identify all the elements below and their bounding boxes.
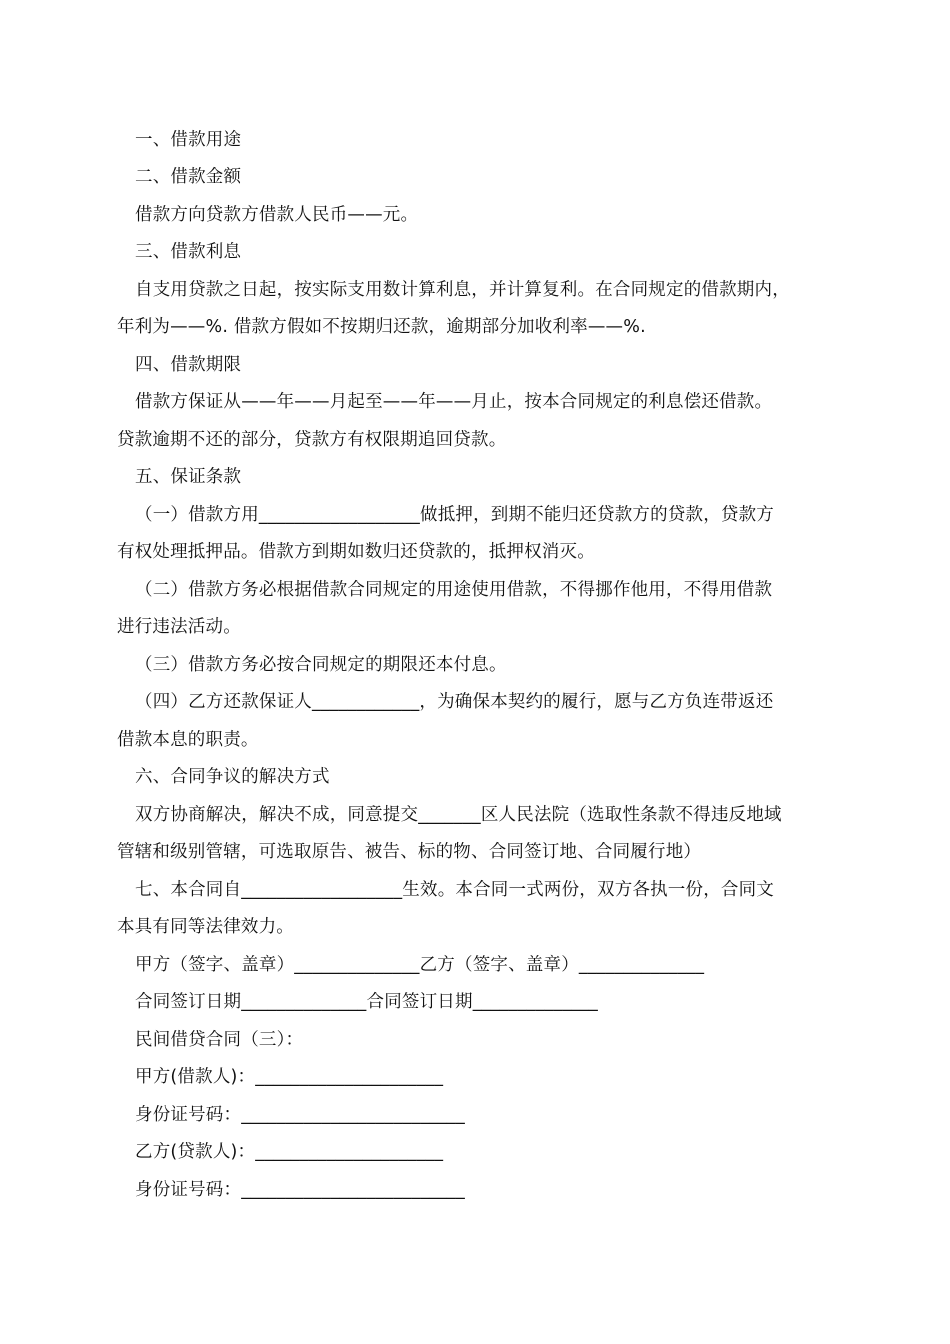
paragraph-line: 年利为——%. 借款方假如不按期归还款，逾期部分加收利率——%.	[117, 317, 646, 337]
paragraph-line: （一）借款方用__________________做抵押，到期不能归还贷款方的贷款，贷款方	[135, 505, 774, 525]
contract-title: 民间借贷合同（三）：	[135, 1030, 304, 1050]
paragraph-line: 七、本合同自__________________生效。本合同一式两份，双方各执一份，合同文	[135, 880, 774, 900]
signing-date-line: 合同签订日期______________合同签订日期______________	[135, 992, 598, 1012]
paragraph-line: 贷款逾期不还的部分，贷款方有权限期追回贷款。	[117, 430, 507, 450]
section-heading-loan-interest: 三、借款利息	[135, 242, 242, 262]
party-a-field: 甲方(借款人)：_____________________	[135, 1067, 444, 1087]
section-heading-loan-amount: 二、借款金额	[135, 167, 242, 187]
paragraph-line: （三）借款方务必按合同规定的期限还本付息。	[135, 655, 507, 675]
paragraph-line: 有权处理抵押品。借款方到期如数归还贷款的，抵押权消灭。	[117, 542, 595, 562]
section-heading-loan-term: 四、借款期限	[135, 355, 242, 375]
party-b-field: 乙方(贷款人)：_____________________	[135, 1142, 444, 1162]
paragraph-line: 双方协商解决，解决不成，同意提交_______区人民法院（选取性条款不得违反地域	[135, 805, 782, 825]
paragraph-line: 借款方保证从——年——月起至——年——月止，按本合同规定的利息偿还借款。	[135, 392, 773, 412]
id-number-field: 身份证号码：_________________________	[135, 1105, 465, 1125]
section-heading-loan-purpose: 一、借款用途	[135, 130, 242, 150]
paragraph-line: （四）乙方还款保证人____________，为确保本契约的履行，愿与乙方负连带返还	[135, 692, 774, 712]
section-heading-guarantee-terms: 五、保证条款	[135, 467, 242, 487]
paragraph-line: 管辖和级别管辖，可选取原告、被告、标的物、合同签订地、合同履行地）	[117, 842, 702, 862]
paragraph-line: （二）借款方务必根据借款合同规定的用途使用借款，不得挪作他用，不得用借款	[135, 580, 773, 600]
signature-line: 甲方（签字、盖章）______________乙方（签字、盖章）______________	[135, 955, 705, 975]
paragraph-line: 本具有同等法律效力。	[117, 917, 294, 937]
section-heading-dispute-resolution: 六、合同争议的解决方式	[135, 767, 330, 787]
id-number-field: 身份证号码：_________________________	[135, 1180, 465, 1200]
paragraph-line: 进行违法活动。	[117, 617, 241, 637]
paragraph-line: 借款方向贷款方借款人民币——元。	[135, 205, 419, 225]
paragraph-line: 自支用贷款之日起，按实际支用数计算利息，并计算复利。在合同规定的借款期内，	[135, 280, 790, 300]
paragraph-line: 借款本息的职责。	[117, 730, 259, 750]
